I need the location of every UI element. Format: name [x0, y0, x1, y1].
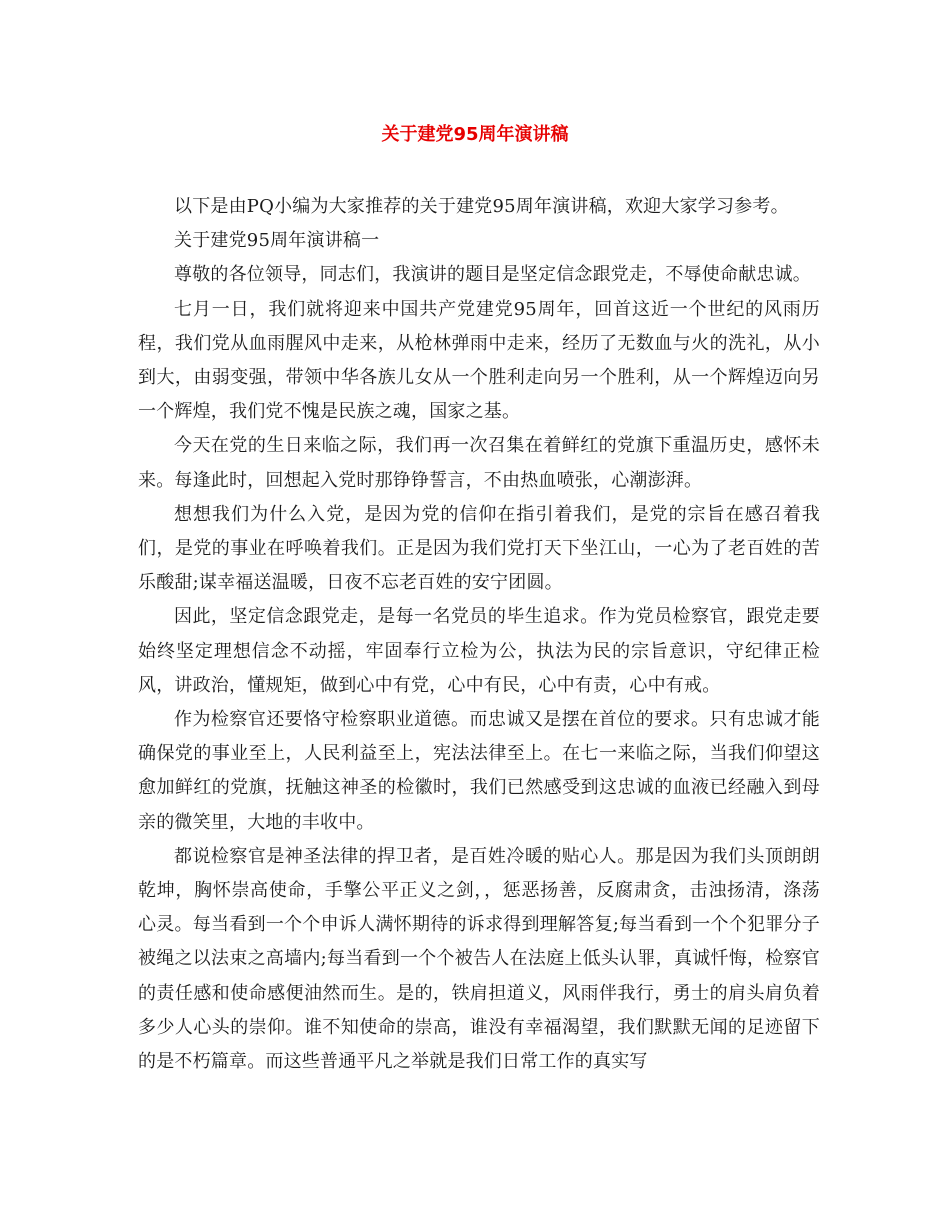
paragraph-intro: 以下是由PQ小编为大家推荐的关于建党95周年演讲稿，欢迎大家学习参考。: [174, 196, 789, 217]
paragraph-greeting: 尊敬的各位领导，同志们，我演讲的题目是坚定信念跟党走，不辱使命献忠诚。: [174, 264, 811, 286]
paragraph: 七月一日，我们就将迎来中国共产党建党95周年，回首这近一个世纪的风雨历程，我们党从血雨腥风中走来，从枪林弹雨中走来，经历了无数血与火的洗礼，从小到大，由弱变强，带领中华各族儿女从一个胜利走向另一个胜利，从一个辉煌迈向另一个辉煌，我们党不愧是民族之魂，国家之基。: [138, 298, 820, 423]
document-body: [138, 190, 820, 1079]
paragraph: 因此，坚定信念跟党走，是每一名党员的毕生追求。作为党员检察官，跟党走要始终坚定理想信念不动摇，牢固奉行立检为公，执法为民的宗旨意识，守纪律正检风，讲政治，懂规矩，做到心中有党，心中有民，心中有责，心中有戒。: [138, 606, 820, 696]
paragraph: 都说检察官是神圣法律的捍卫者，是百姓冷暖的贴心人。那是因为我们头顶朗朗乾坤，胸怀崇高使命，手擎公平正义之剑，，惩恶扬善，反腐肃贪，击浊扬清，涤荡心灵。每当看到一个个申诉人满怀期待的诉求得到理解答复;每当看到一个个犯罪分子被绳之以法束之高墙内;每当看到一个个被告人在法庭上低头认罪，真诚忏悔，检察官的责任感和使命感便油然而生。是的，铁肩担道义，风雨伴我行，勇士的肩头肩负着多少人心头的崇仰。谁不知使命的崇高，谁没有幸福渴望，我们默默无闻的足迹留下的是不朽篇章。而这些普通平凡之举就是我们日常工作的真实写: [138, 845, 820, 1073]
paragraph: 想想我们为什么入党，是因为党的信仰在指引着我们，是党的宗旨在感召着我们，是党的事业在呼唤着我们。正是因为我们党打天下坐江山，一心为了老百姓的苦乐酸甜;谋幸福送温暖，日夜不忘老百姓的安宁团圆。: [138, 503, 820, 594]
paragraph-subtitle: 关于建党95周年演讲稿一: [174, 230, 380, 252]
paragraph: 今天在党的生日来临之际，我们再一次召集在着鲜红的党旗下重温历史，感怀未来。每逢此时，回想起入党时那铮铮誓言，不由热血喷张，心潮澎湃。: [138, 435, 820, 491]
document-title: 关于建党95周年演讲稿: [381, 124, 569, 145]
paragraph: 作为检察官还要恪守检察职业道德。而忠诚又是摆在首位的要求。只有忠诚才能确保党的事业至上，人民利益至上，宪法法律至上。在七一来临之际，当我们仰望这愈加鲜红的党旗，抚触这神圣的检徽时，我们已然感受到这忠诚的血液已经融入到母亲的微笑里，大地的丰收中。: [138, 709, 820, 833]
